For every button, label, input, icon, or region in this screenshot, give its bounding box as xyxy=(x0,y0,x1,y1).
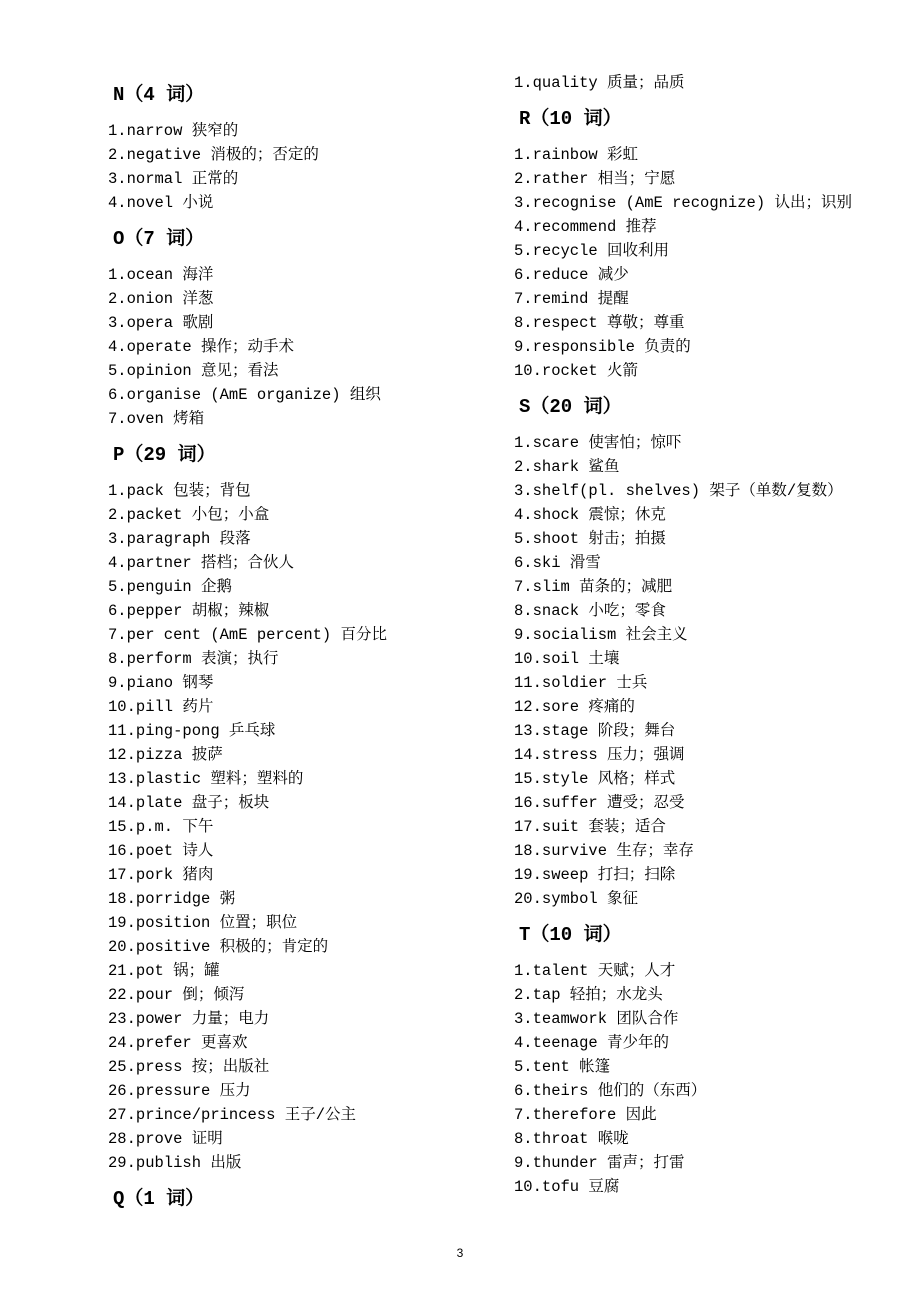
vocab-item: 25.press 按；出版社 xyxy=(108,1058,270,1076)
vocab-item: 1.narrow 狭窄的 xyxy=(108,122,239,140)
vocab-item: 18.porridge 粥 xyxy=(108,890,236,908)
vocab-item: 23.power 力量；电力 xyxy=(108,1010,270,1028)
vocab-item: 9.piano 钢琴 xyxy=(108,674,214,692)
vocab-item: 11.ping-pong 乒乓球 xyxy=(108,722,276,740)
vocab-item: 8.throat 喉咙 xyxy=(514,1130,629,1148)
page-number: 3 xyxy=(456,1246,464,1260)
vocab-item: 13.stage 阶段；舞台 xyxy=(514,722,676,740)
vocab-item: 14.stress 压力；强调 xyxy=(514,746,685,764)
vocab-item: 26.pressure 压力 xyxy=(108,1082,251,1100)
vocab-item: 7.remind 提醒 xyxy=(514,290,629,308)
vocab-item: 15.style 风格；样式 xyxy=(514,770,676,788)
vocab-item: 12.sore 疼痛的 xyxy=(514,698,635,716)
vocab-item: 9.responsible 负责的 xyxy=(514,338,691,356)
vocab-item: 5.penguin 企鹅 xyxy=(108,578,233,596)
vocab-item: 1.quality 质量；品质 xyxy=(514,74,685,92)
vocab-item: 4.teenage 青少年的 xyxy=(514,1034,670,1052)
vocab-item: 16.suffer 遭受；忍受 xyxy=(514,794,685,812)
left-column xyxy=(108,71,387,1223)
vocab-item: 8.snack 小吃；零食 xyxy=(514,602,666,620)
vocab-item: 1.pack 包装；背包 xyxy=(108,482,251,500)
section-heading: N（4 词） xyxy=(113,84,205,106)
vocab-item: 10.rocket 火箭 xyxy=(514,362,639,380)
vocab-item: 6.pepper 胡椒；辣椒 xyxy=(108,602,270,620)
vocab-item: 3.opera 歌剧 xyxy=(108,314,214,332)
vocab-item: 5.tent 帐篷 xyxy=(514,1058,611,1076)
section-heading: S（20 词） xyxy=(519,396,622,418)
vocab-item: 10.pill 药片 xyxy=(108,698,214,716)
vocab-item: 2.onion 洋葱 xyxy=(108,290,214,308)
vocab-item: 2.shark 鲨鱼 xyxy=(514,458,620,476)
vocab-item: 28.prove 证明 xyxy=(108,1130,223,1148)
vocab-item: 12.pizza 披萨 xyxy=(108,746,223,764)
vocab-item: 1.talent 天赋；人才 xyxy=(514,962,676,980)
vocab-item: 16.poet 诗人 xyxy=(108,842,214,860)
vocab-item: 7.therefore 因此 xyxy=(514,1106,657,1124)
vocab-item: 5.opinion 意见；看法 xyxy=(108,362,279,380)
section-heading: Q（1 词） xyxy=(113,1188,205,1210)
vocab-item: 7.oven 烤箱 xyxy=(108,410,205,428)
vocab-item: 3.recognise (AmE recognize) 认出；识别 xyxy=(514,194,852,212)
vocab-item: 4.partner 搭档；合伙人 xyxy=(108,554,295,572)
vocab-item: 2.tap 轻拍；水龙头 xyxy=(514,986,663,1004)
vocab-item: 7.slim 苗条的；减肥 xyxy=(514,578,673,596)
vocab-item: 3.normal 正常的 xyxy=(108,170,239,188)
vocab-item: 15.p.m. 下午 xyxy=(108,818,214,836)
vocab-item: 17.pork 猪肉 xyxy=(108,866,214,884)
vocab-item: 1.ocean 海洋 xyxy=(108,266,214,284)
section-heading: R（10 词） xyxy=(519,108,622,130)
vocab-item: 27.prince/princess 王子/公主 xyxy=(108,1106,357,1124)
vocab-item: 8.respect 尊敬；尊重 xyxy=(514,314,685,332)
vocab-item: 10.tofu 豆腐 xyxy=(514,1178,620,1196)
vocab-item: 24.prefer 更喜欢 xyxy=(108,1034,248,1052)
vocab-item: 6.reduce 减少 xyxy=(514,266,629,284)
section-heading: T（10 词） xyxy=(519,924,622,946)
vocab-item: 9.thunder 雷声；打雷 xyxy=(514,1154,685,1172)
vocab-item: 20.positive 积极的；肯定的 xyxy=(108,938,329,956)
vocab-item: 29.publish 出版 xyxy=(108,1154,242,1172)
vocab-item: 17.suit 套装；适合 xyxy=(514,818,666,836)
vocab-item: 6.theirs 他们的（东西） xyxy=(514,1082,707,1100)
vocab-item: 5.recycle 回收利用 xyxy=(514,242,670,260)
vocab-item: 20.symbol 象征 xyxy=(514,890,639,908)
vocab-item: 3.paragraph 段落 xyxy=(108,530,251,548)
vocab-item: 3.shelf(pl. shelves) 架子（单数/复数） xyxy=(514,482,843,500)
vocab-item: 6.ski 滑雪 xyxy=(514,554,601,572)
vocab-item: 5.shoot 射击；拍摄 xyxy=(514,530,666,548)
vocab-item: 21.pot 锅；罐 xyxy=(108,962,220,980)
vocab-item: 11.soldier 士兵 xyxy=(514,674,648,692)
vocab-item: 3.teamwork 团队合作 xyxy=(514,1010,679,1028)
vocab-item: 10.soil 土壤 xyxy=(514,650,620,668)
vocab-item: 6.organise (AmE organize) 组织 xyxy=(108,386,381,404)
vocab-item: 4.novel 小说 xyxy=(108,194,214,212)
vocab-item: 19.position 位置；职位 xyxy=(108,914,298,932)
vocab-item: 2.rather 相当；宁愿 xyxy=(514,170,676,188)
vocab-item: 13.plastic 塑料；塑料的 xyxy=(108,770,304,788)
vocab-item: 1.rainbow 彩虹 xyxy=(514,146,639,164)
vocab-item: 7.per cent (AmE percent) 百分比 xyxy=(108,626,388,644)
vocab-item: 2.negative 消极的；否定的 xyxy=(108,146,319,164)
right-column xyxy=(514,71,852,1199)
vocab-item: 4.shock 震惊；休克 xyxy=(514,506,666,524)
section-heading: P（29 词） xyxy=(113,444,216,466)
vocab-item: 9.socialism 社会主义 xyxy=(514,626,688,644)
vocab-item: 8.perform 表演；执行 xyxy=(108,650,279,668)
vocab-item: 4.operate 操作；动手术 xyxy=(108,338,295,356)
section-heading: O（7 词） xyxy=(113,228,205,250)
vocab-item: 4.recommend 推荐 xyxy=(514,218,657,236)
vocab-item: 18.survive 生存；幸存 xyxy=(514,842,694,860)
vocab-item: 14.plate 盘子；板块 xyxy=(108,794,270,812)
vocab-item: 22.pour 倒；倾泻 xyxy=(108,986,245,1004)
vocab-item: 2.packet 小包；小盒 xyxy=(108,506,270,524)
vocab-item: 1.scare 使害怕；惊吓 xyxy=(514,434,682,452)
vocab-item: 19.sweep 打扫；扫除 xyxy=(514,866,676,884)
